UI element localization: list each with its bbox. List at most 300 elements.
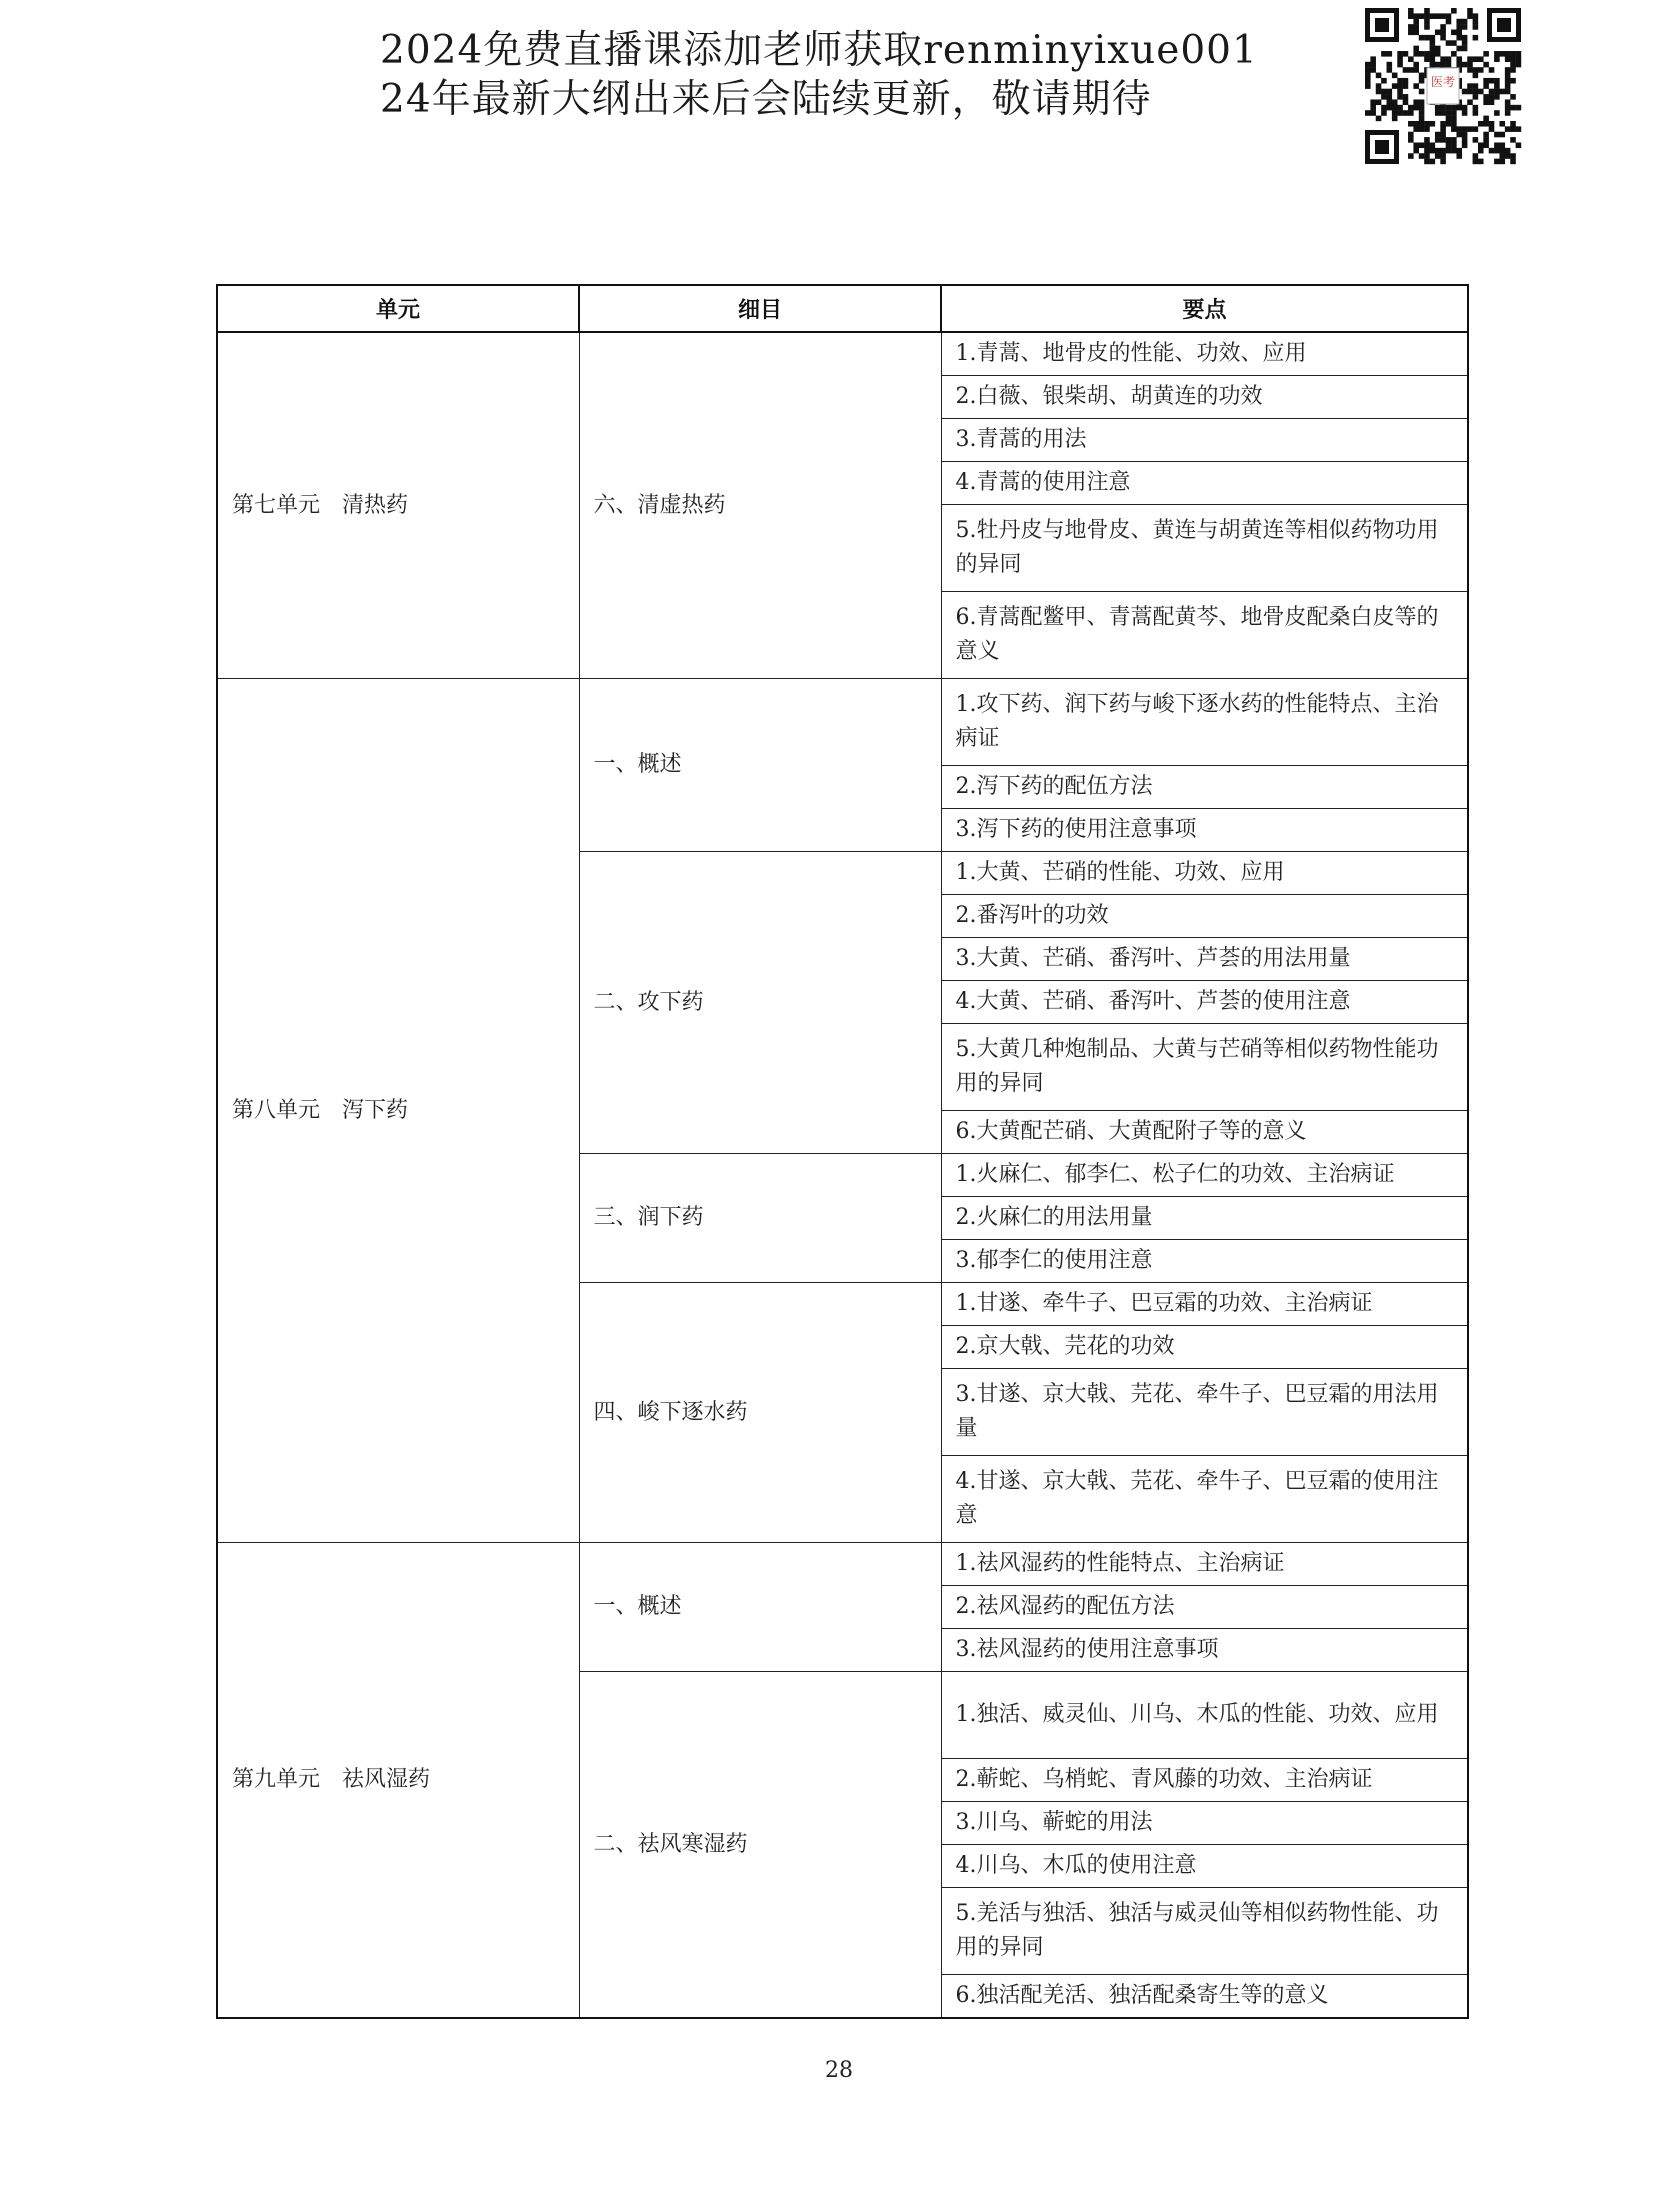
point-cell: 3.甘遂、京大戟、芫花、牵牛子、巴豆霜的用法用量: [941, 1369, 1468, 1456]
qr-module: [1365, 73, 1371, 79]
qr-module: [1370, 67, 1376, 73]
qr-module: [1403, 110, 1409, 116]
header-point: 要点: [941, 285, 1468, 332]
qr-module: [1499, 153, 1505, 159]
qr-module: [1387, 51, 1393, 57]
point-cell: 1.攻下药、润下药与峻下逐水药的性能特点、主治病证: [941, 679, 1468, 766]
qr-module: [1435, 132, 1441, 138]
qr-module: [1456, 105, 1462, 111]
qr-module: [1365, 83, 1371, 89]
qr-module: [1397, 105, 1403, 111]
qr-module: [1370, 110, 1376, 116]
qr-module: [1440, 24, 1446, 30]
point-cell: 1.甘遂、牵牛子、巴豆霜的功效、主治病证: [941, 1283, 1468, 1326]
qr-module: [1446, 62, 1452, 68]
qr-module: [1419, 153, 1425, 159]
qr-module: [1473, 24, 1479, 30]
point-cell: 2.蕲蛇、乌梢蛇、青风藤的功效、主治病证: [941, 1759, 1468, 1802]
qr-module: [1440, 121, 1446, 127]
qr-module: [1430, 56, 1436, 62]
qr-module: [1440, 159, 1446, 165]
qr-module: [1424, 19, 1430, 25]
qr-module: [1446, 19, 1452, 25]
unit-cell: 第九单元 祛风湿药: [217, 1543, 579, 2019]
qr-module: [1370, 105, 1376, 111]
qr-module: [1462, 62, 1468, 68]
qr-module: [1387, 89, 1393, 95]
qr-module: [1424, 137, 1430, 143]
header-line-2: 24年最新大纲出来后会陆续更新，敬请期待: [380, 77, 1152, 122]
qr-module: [1462, 19, 1468, 25]
qr-module: [1413, 67, 1419, 73]
qr-module: [1483, 121, 1489, 127]
qr-module: [1403, 51, 1409, 57]
qr-module: [1489, 67, 1495, 73]
qr-module: [1499, 142, 1505, 148]
qr-module: [1397, 78, 1403, 84]
qr-module: [1413, 62, 1419, 68]
qr-module: [1446, 121, 1452, 127]
qr-module: [1499, 89, 1505, 95]
qr-module: [1413, 83, 1419, 89]
qr-module: [1446, 148, 1452, 154]
qr-module: [1467, 56, 1473, 62]
qr-module: [1424, 153, 1430, 159]
qr-module: [1510, 105, 1516, 111]
qr-module: [1419, 73, 1425, 79]
qr-module: [1505, 105, 1511, 111]
qr-module: [1451, 51, 1457, 57]
qr-module: [1446, 116, 1452, 122]
qr-module: [1483, 142, 1489, 148]
qr-module: [1413, 51, 1419, 57]
qr-module: [1376, 99, 1382, 105]
qr-module: [1446, 40, 1452, 46]
qr-module: [1446, 56, 1452, 62]
qr-module: [1430, 62, 1436, 68]
qr-module: [1467, 67, 1473, 73]
qr-module: [1494, 51, 1500, 57]
qr-module: [1408, 8, 1414, 14]
qr-module: [1473, 153, 1479, 159]
point-cell: 3.泻下药的使用注意事项: [941, 809, 1468, 852]
qr-module: [1408, 110, 1414, 116]
qr-module: [1424, 56, 1430, 62]
qr-module: [1456, 132, 1462, 138]
qr-module: [1424, 159, 1430, 165]
qr-module: [1494, 56, 1500, 62]
qr-module: [1381, 51, 1387, 57]
qr-module: [1499, 159, 1505, 165]
qr-module: [1451, 30, 1457, 36]
qr-module: [1456, 126, 1462, 132]
point-cell: 3.大黄、芒硝、番泻叶、芦荟的用法用量: [941, 938, 1468, 981]
qr-module: [1478, 159, 1484, 165]
qr-module: [1413, 121, 1419, 127]
qr-module: [1440, 132, 1446, 138]
qr-module: [1510, 159, 1516, 165]
qr-module: [1505, 56, 1511, 62]
qr-module: [1408, 56, 1414, 62]
qr-module: [1430, 40, 1436, 46]
qr-module: [1424, 8, 1430, 14]
qr-module: [1510, 153, 1516, 159]
qr-module: [1451, 126, 1457, 132]
qr-module: [1494, 132, 1500, 138]
point-cell: 6.独活配羌活、独活配桑寄生等的意义: [941, 1975, 1468, 2019]
header-unit: 单元: [217, 285, 579, 332]
qr-module: [1446, 105, 1452, 111]
qr-module: [1413, 24, 1419, 30]
qr-module: [1435, 110, 1441, 116]
item-cell: 四、峻下逐水药: [579, 1283, 941, 1543]
point-cell: 3.川乌、蕲蛇的用法: [941, 1802, 1468, 1845]
qr-module: [1462, 110, 1468, 116]
point-cell: 5.牡丹皮与地骨皮、黄连与胡黄连等相似药物功用的异同: [941, 505, 1468, 592]
qr-module: [1505, 73, 1511, 79]
qr-module: [1387, 105, 1393, 111]
qr-module: [1419, 110, 1425, 116]
qr-module: [1435, 153, 1441, 159]
item-cell: 三、润下药: [579, 1154, 941, 1283]
point-cell: 6.大黄配芒硝、大黄配附子等的意义: [941, 1111, 1468, 1154]
qr-module: [1473, 19, 1479, 25]
qr-module: [1483, 78, 1489, 84]
qr-module: [1505, 89, 1511, 95]
qr-module: [1505, 83, 1511, 89]
qr-module: [1489, 148, 1495, 154]
qr-module: [1424, 35, 1430, 41]
qr-module: [1413, 126, 1419, 132]
table-body: [217, 332, 1468, 2018]
item-cell: 二、祛风寒湿药: [579, 1672, 941, 2019]
qr-module: [1419, 89, 1425, 95]
qr-module: [1505, 99, 1511, 105]
qr-module: [1462, 137, 1468, 143]
qr-module: [1473, 83, 1479, 89]
qr-module: [1505, 110, 1511, 116]
qr-module: [1456, 35, 1462, 41]
qr-module: [1483, 99, 1489, 105]
qr-module: [1478, 67, 1484, 73]
qr-module: [1440, 35, 1446, 41]
qr-module: [1483, 132, 1489, 138]
qr-module: [1451, 137, 1457, 143]
qr-code: [1363, 6, 1523, 166]
qr-module: [1505, 153, 1511, 159]
qr-module: [1473, 110, 1479, 116]
qr-module: [1413, 30, 1419, 36]
qr-module: [1494, 83, 1500, 89]
qr-module: [1478, 148, 1484, 154]
qr-module: [1510, 126, 1516, 132]
item-cell: 二、攻下药: [579, 852, 941, 1154]
qr-module: [1451, 142, 1457, 148]
qr-module: [1467, 126, 1473, 132]
qr-module: [1430, 46, 1436, 52]
point-cell: 2.泻下药的配伍方法: [941, 766, 1468, 809]
qr-module: [1397, 110, 1403, 116]
qr-module: [1456, 56, 1462, 62]
qr-module: [1392, 73, 1398, 79]
qr-module: [1451, 105, 1457, 111]
point-cell: 6.青蒿配鳖甲、青蒿配黄芩、地骨皮配桑白皮等的意义: [941, 592, 1468, 679]
qr-module: [1467, 13, 1473, 19]
qr-module: [1365, 78, 1371, 84]
qr-module: [1462, 126, 1468, 132]
qr-module: [1430, 142, 1436, 148]
qr-module: [1456, 46, 1462, 52]
qr-module: [1451, 116, 1457, 122]
qr-module: [1494, 148, 1500, 154]
item-cell: 一、概述: [579, 1543, 941, 1672]
qr-module: [1510, 137, 1516, 143]
qr-module: [1456, 24, 1462, 30]
qr-module: [1430, 13, 1436, 19]
qr-module: [1397, 94, 1403, 100]
qr-module: [1494, 78, 1500, 84]
qr-module: [1376, 73, 1382, 79]
qr-module: [1483, 116, 1489, 122]
qr-module: [1440, 30, 1446, 36]
qr-module: [1424, 126, 1430, 132]
qr-module: [1387, 62, 1393, 68]
qr-module: [1403, 99, 1409, 105]
qr-module: [1408, 30, 1414, 36]
point-cell: 4.川乌、木瓜的使用注意: [941, 1845, 1468, 1888]
qr-module: [1489, 121, 1495, 127]
qr-module: [1419, 35, 1425, 41]
qr-module: [1483, 83, 1489, 89]
qr-module: [1440, 56, 1446, 62]
qr-module: [1413, 105, 1419, 111]
qr-module: [1413, 148, 1419, 154]
unit-cell: 第七单元 清热药: [217, 332, 579, 679]
qr-module: [1408, 137, 1414, 143]
qr-module: [1494, 89, 1500, 95]
qr-module: [1462, 132, 1468, 138]
qr-module: [1392, 105, 1398, 111]
page-header: [380, 26, 1280, 124]
qr-module: [1365, 110, 1371, 116]
qr-module: [1494, 142, 1500, 148]
point-cell: 2.祛风湿药的配伍方法: [941, 1586, 1468, 1629]
qr-module: [1376, 83, 1382, 89]
qr-module: [1408, 121, 1414, 127]
qr-module: [1456, 62, 1462, 68]
qr-module: [1483, 62, 1489, 68]
qr-module: [1478, 121, 1484, 127]
point-cell: 2.白薇、银柴胡、胡黄连的功效: [941, 376, 1468, 419]
qr-module: [1413, 99, 1419, 105]
table-row: [217, 1543, 1468, 1586]
qr-module: [1419, 51, 1425, 57]
qr-module: [1516, 126, 1522, 132]
qr-module: [1365, 67, 1371, 73]
syllabus-table: [216, 284, 1469, 2019]
qr-module: [1381, 78, 1387, 84]
qr-module: [1430, 159, 1436, 165]
qr-module: [1430, 148, 1436, 154]
qr-module: [1483, 51, 1489, 57]
qr-module: [1489, 99, 1495, 105]
point-cell: 5.羌活与独活、独活与威灵仙等相似药物性能、功用的异同: [941, 1888, 1468, 1975]
qr-module: [1462, 105, 1468, 111]
qr-module: [1424, 121, 1430, 127]
qr-module: [1473, 159, 1479, 165]
qr-module: [1413, 19, 1419, 25]
qr-module: [1510, 78, 1516, 84]
qr-module: [1446, 137, 1452, 143]
qr-module: [1424, 51, 1430, 57]
qr-module: [1478, 56, 1484, 62]
qr-module: [1467, 83, 1473, 89]
qr-module: [1489, 126, 1495, 132]
item-cell: 一、概述: [579, 679, 941, 852]
qr-module: [1397, 56, 1403, 62]
qr-module: [1505, 78, 1511, 84]
qr-module: [1435, 46, 1441, 52]
point-cell: 2.火麻仁的用法用量: [941, 1197, 1468, 1240]
page-number: 28: [825, 2058, 853, 2083]
qr-module: [1419, 105, 1425, 111]
qr-module: [1408, 105, 1414, 111]
qr-code-graphic: [1363, 6, 1523, 166]
point-cell: 4.青蒿的使用注意: [941, 462, 1468, 505]
qr-center-logo: 医考: [1430, 75, 1456, 89]
qr-module: [1483, 137, 1489, 143]
qr-module: [1424, 148, 1430, 154]
qr-module: [1381, 110, 1387, 116]
qr-module: [1446, 110, 1452, 116]
qr-module: [1473, 73, 1479, 79]
table-header-row: [217, 285, 1468, 332]
qr-module: [1435, 148, 1441, 154]
qr-module: [1516, 142, 1522, 148]
qr-module: [1505, 67, 1511, 73]
qr-module: [1516, 105, 1522, 111]
point-cell: 2.京大戟、芫花的功效: [941, 1326, 1468, 1369]
qr-module: [1424, 142, 1430, 148]
unit-cell: 第八单元 泻下药: [217, 679, 579, 1543]
qr-module: [1456, 153, 1462, 159]
qr-module: [1510, 62, 1516, 68]
qr-module: [1413, 46, 1419, 52]
qr-module: [1499, 51, 1505, 57]
qr-module: [1467, 62, 1473, 68]
qr-module: [1424, 24, 1430, 30]
qr-module: [1392, 116, 1398, 122]
table-row: [217, 679, 1468, 766]
point-cell: 1.青蒿、地骨皮的性能、功效、应用: [941, 332, 1468, 376]
qr-module: [1430, 51, 1436, 57]
point-cell: 3.青蒿的用法: [941, 419, 1468, 462]
qr-module: [1408, 132, 1414, 138]
qr-module: [1451, 8, 1457, 14]
qr-module: [1451, 110, 1457, 116]
qr-module: [1451, 121, 1457, 127]
qr-module: [1419, 121, 1425, 127]
qr-module: [1413, 13, 1419, 19]
qr-module: [1370, 56, 1376, 62]
qr-module: [1430, 121, 1436, 127]
header-item: 细目: [579, 285, 941, 332]
qr-module: [1494, 94, 1500, 100]
point-cell: 3.祛风湿药的使用注意事项: [941, 1629, 1468, 1672]
point-cell: 1.祛风湿药的性能特点、主治病证: [941, 1543, 1468, 1586]
qr-module: [1413, 142, 1419, 148]
qr-module: [1499, 132, 1505, 138]
qr-module: [1408, 153, 1414, 159]
point-cell: 4.甘遂、京大戟、芫花、牵牛子、巴豆霜的使用注意: [941, 1456, 1468, 1543]
qr-module: [1440, 153, 1446, 159]
qr-module: [1435, 105, 1441, 111]
point-cell: 1.大黄、芒硝的性能、功效、应用: [941, 852, 1468, 895]
qr-module: [1494, 159, 1500, 165]
qr-module: [1456, 148, 1462, 154]
qr-module: [1505, 126, 1511, 132]
qr-module: [1489, 89, 1495, 95]
point-cell: 1.火麻仁、郁李仁、松子仁的功效、主治病证: [941, 1154, 1468, 1197]
qr-module: [1403, 94, 1409, 100]
qr-module: [1392, 99, 1398, 105]
qr-module: [1510, 94, 1516, 100]
qr-module: [1446, 13, 1452, 19]
qr-module: [1478, 89, 1484, 95]
qr-module: [1473, 126, 1479, 132]
qr-module: [1505, 148, 1511, 154]
qr-module: [1494, 110, 1500, 116]
qr-module: [1392, 110, 1398, 116]
qr-module: [1473, 67, 1479, 73]
qr-module: [1376, 116, 1382, 122]
qr-module: [1435, 137, 1441, 143]
qr-module: [1473, 137, 1479, 143]
qr-module: [1370, 99, 1376, 105]
qr-module: [1505, 51, 1511, 57]
qr-module: [1473, 105, 1479, 111]
qr-module: [1419, 13, 1425, 19]
qr-module: [1510, 56, 1516, 62]
qr-module: [1408, 24, 1414, 30]
qr-module: [1370, 62, 1376, 68]
qr-module: [1473, 56, 1479, 62]
qr-module: [1473, 35, 1479, 41]
qr-module: [1451, 148, 1457, 154]
qr-module: [1403, 67, 1409, 73]
qr-module: [1462, 46, 1468, 52]
qr-module: [1435, 51, 1441, 57]
qr-module: [1456, 19, 1462, 25]
table-row: [217, 332, 1468, 376]
qr-module: [1510, 121, 1516, 127]
qr-module: [1435, 13, 1441, 19]
qr-module: [1462, 35, 1468, 41]
qr-module: [1419, 116, 1425, 122]
qr-module: [1440, 148, 1446, 154]
qr-module: [1387, 67, 1393, 73]
qr-module: [1510, 67, 1516, 73]
qr-module: [1387, 99, 1393, 105]
qr-module: [1403, 83, 1409, 89]
point-cell: 2.番泻叶的功效: [941, 895, 1468, 938]
qr-module: [1462, 24, 1468, 30]
qr-module: [1397, 62, 1403, 68]
qr-module: [1489, 94, 1495, 100]
qr-module: [1381, 105, 1387, 111]
qr-module: [1424, 13, 1430, 19]
qr-module: [1462, 89, 1468, 95]
